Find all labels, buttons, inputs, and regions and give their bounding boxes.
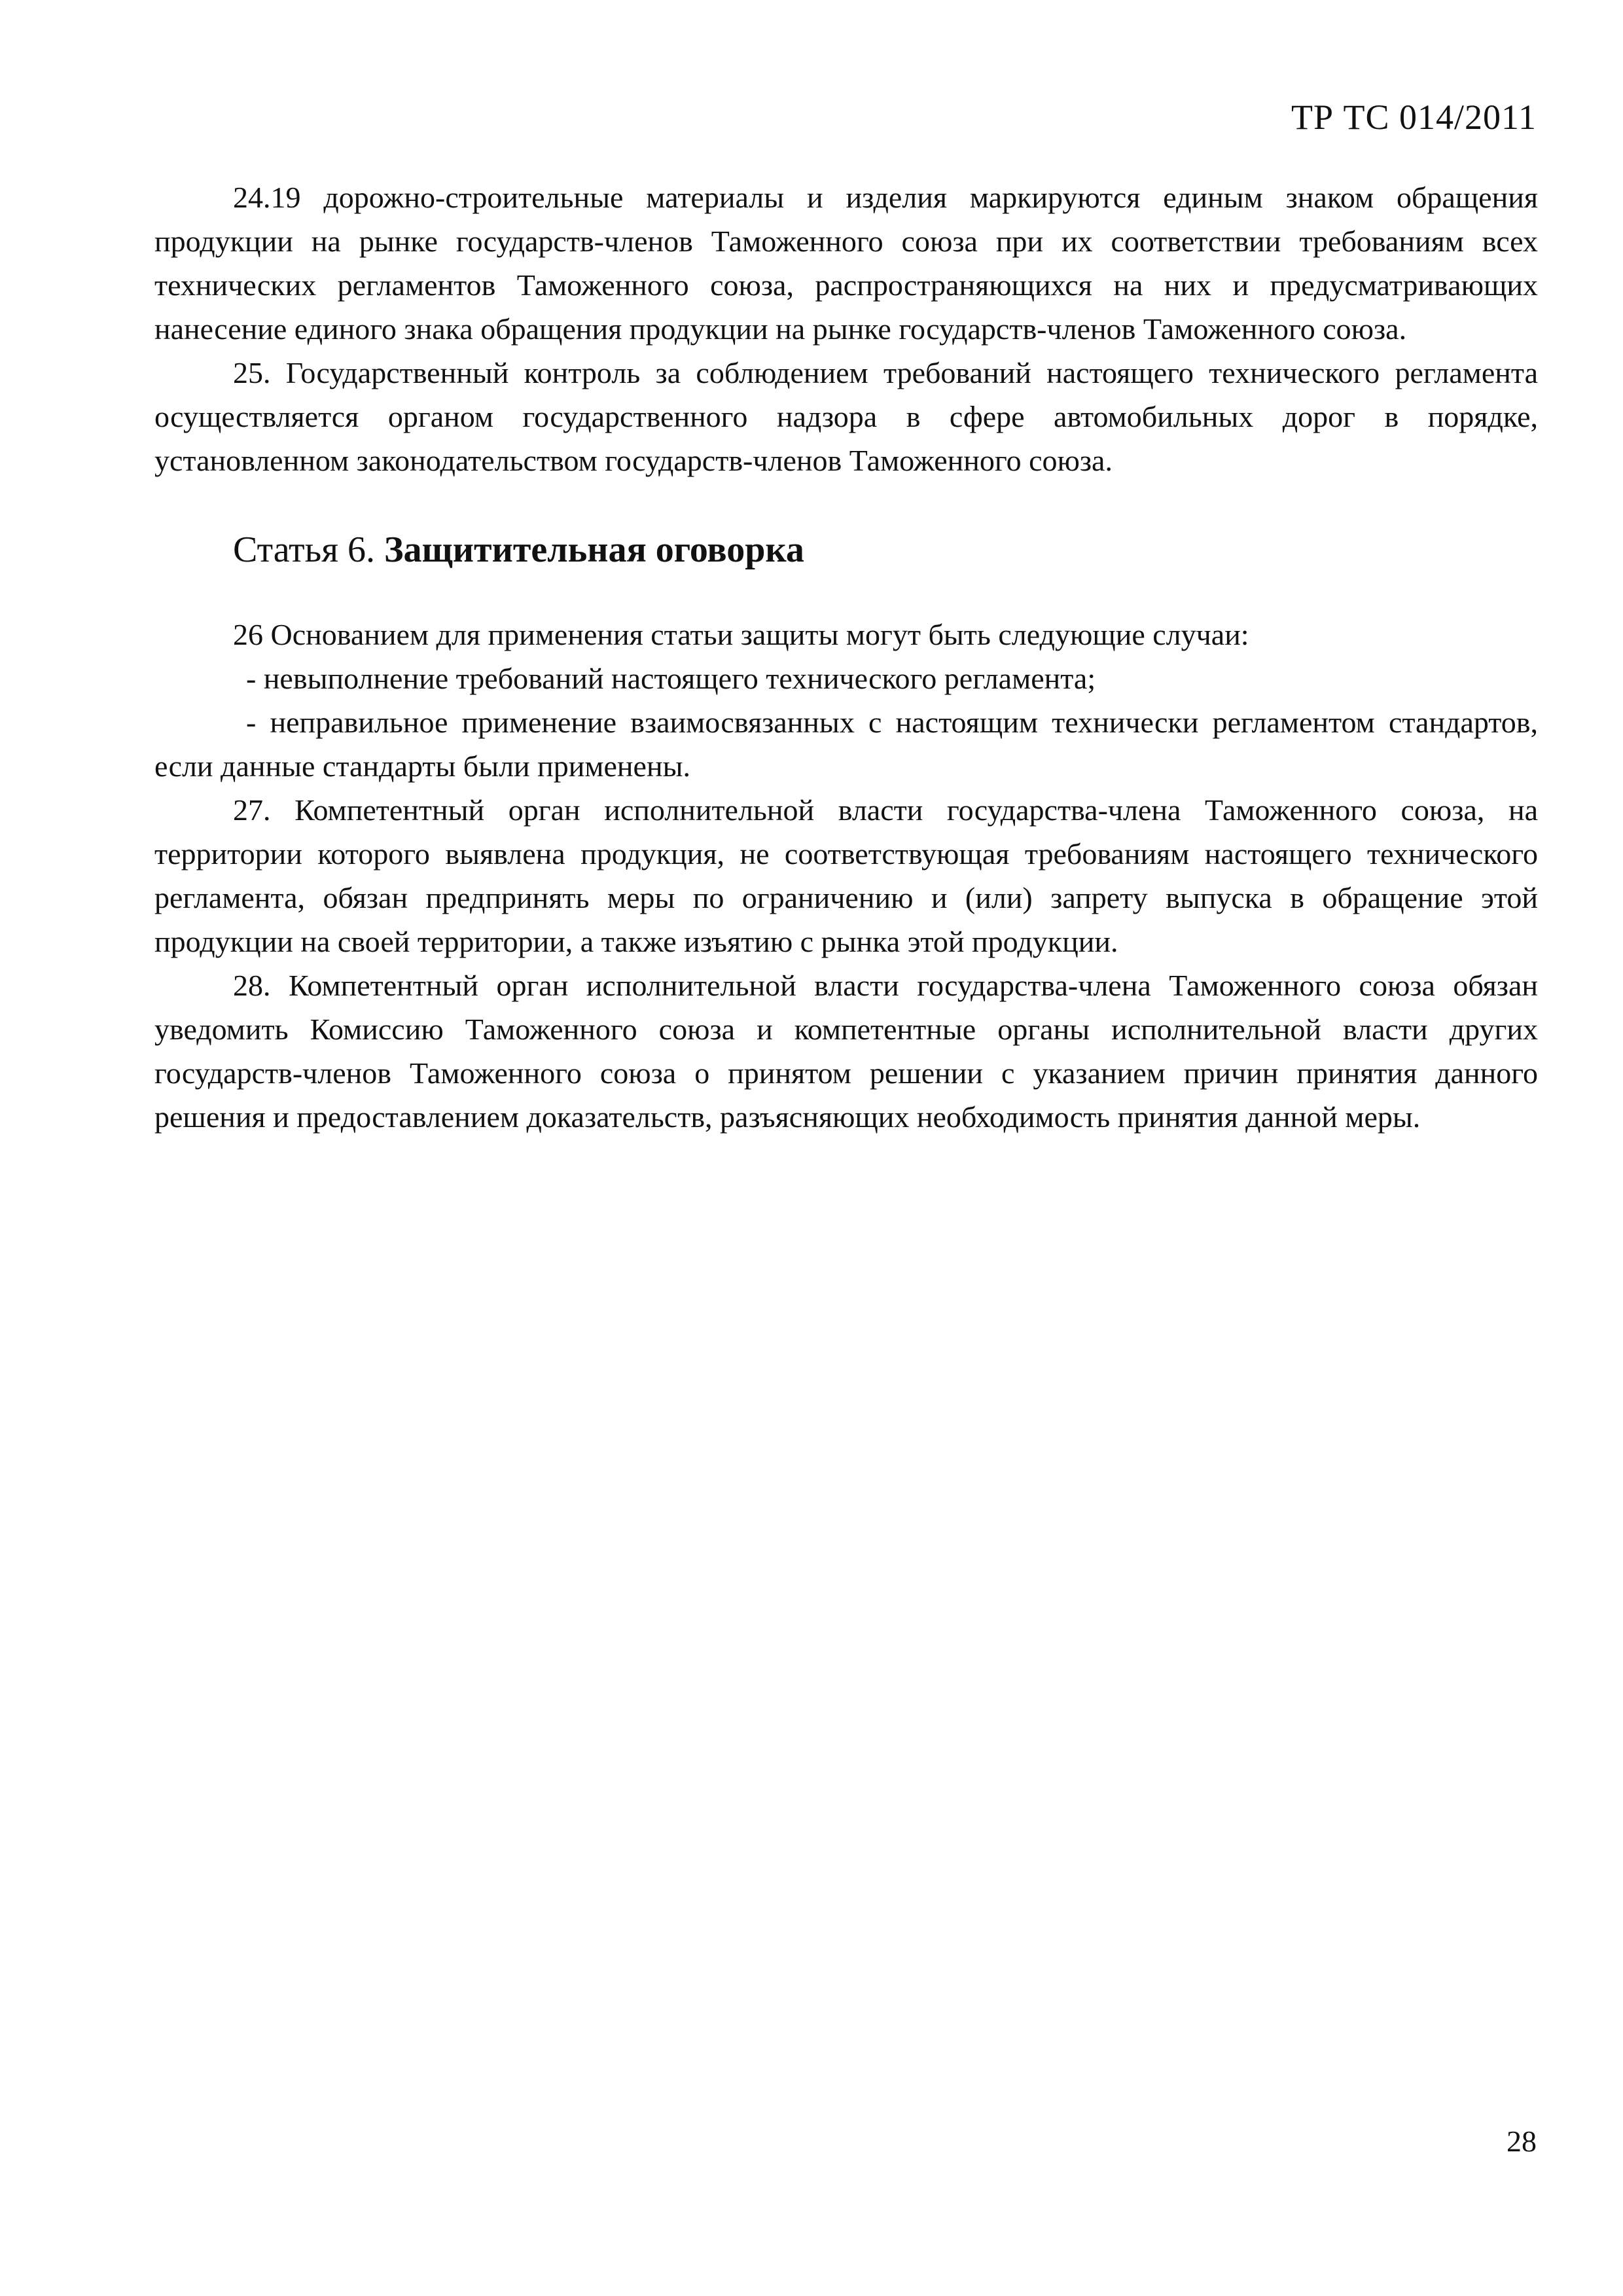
list-item-nonfulfillment: - невыполнение требований настоящего технического регламента; xyxy=(246,662,1096,696)
article-number: Статья 6. xyxy=(233,529,375,570)
document-body xyxy=(154,175,1538,1139)
paragraph-27: 27. Компетентный орган исполнительной власти государства-члена Таможенного союза, на территории которого выявлена продукция, не соответствующая требованиям настоящего технического регламента, обязан предпринять меры по ограничению и (или) запрету выпуска в обращение этой продукции на своей территории, а также изъятию с рынка этой продукции. xyxy=(154,793,1538,959)
paragraph-25: 25. Государственный контроль за соблюдением требований настоящего технического регламента осуществляется органом государственного надзора в сфере автомобильных дорог в порядке, установленном законодательством государств-членов Таможенного союза. xyxy=(154,356,1538,477)
document-code: ТР ТС 014/2011 xyxy=(1291,98,1537,137)
paragraph-24-19: 24.19 дорожно-строительные материалы и изделия маркируются единым знаком обращения продукции на рынке государств-членов Таможенного союза при их соответствии требованиям всех технических регламентов Таможенного союза, распространяющихся на них и предусматривающих нанесение единого знака обращения продукции на рынке государств-членов Таможенного союза. xyxy=(154,181,1538,346)
paragraph-26: 26 Основанием для применения статьи защиты могут быть следующие случаи: xyxy=(233,618,1249,652)
page-number: 28 xyxy=(1507,2125,1537,2158)
list-item-misapplication: - неправильное применение взаимосвязанных с настоящим технически регламентом стандартов, если данные стандарты были применены. xyxy=(154,706,1538,783)
article-title: Защитительная оговорка xyxy=(383,529,804,570)
paragraph-28: 28. Компетентный орган исполнительной власти государства-члена Таможенного союза обязан уведомить Комиссию Таможенного союза и компетентные органы исполнительной власти других государств-членов Таможенного союза о принятом решении с указанием причин принятия данного решения и предоставлением доказательств, разъясняющих необходимость принятия данной меры. xyxy=(154,969,1538,1134)
article-heading xyxy=(154,528,1538,572)
